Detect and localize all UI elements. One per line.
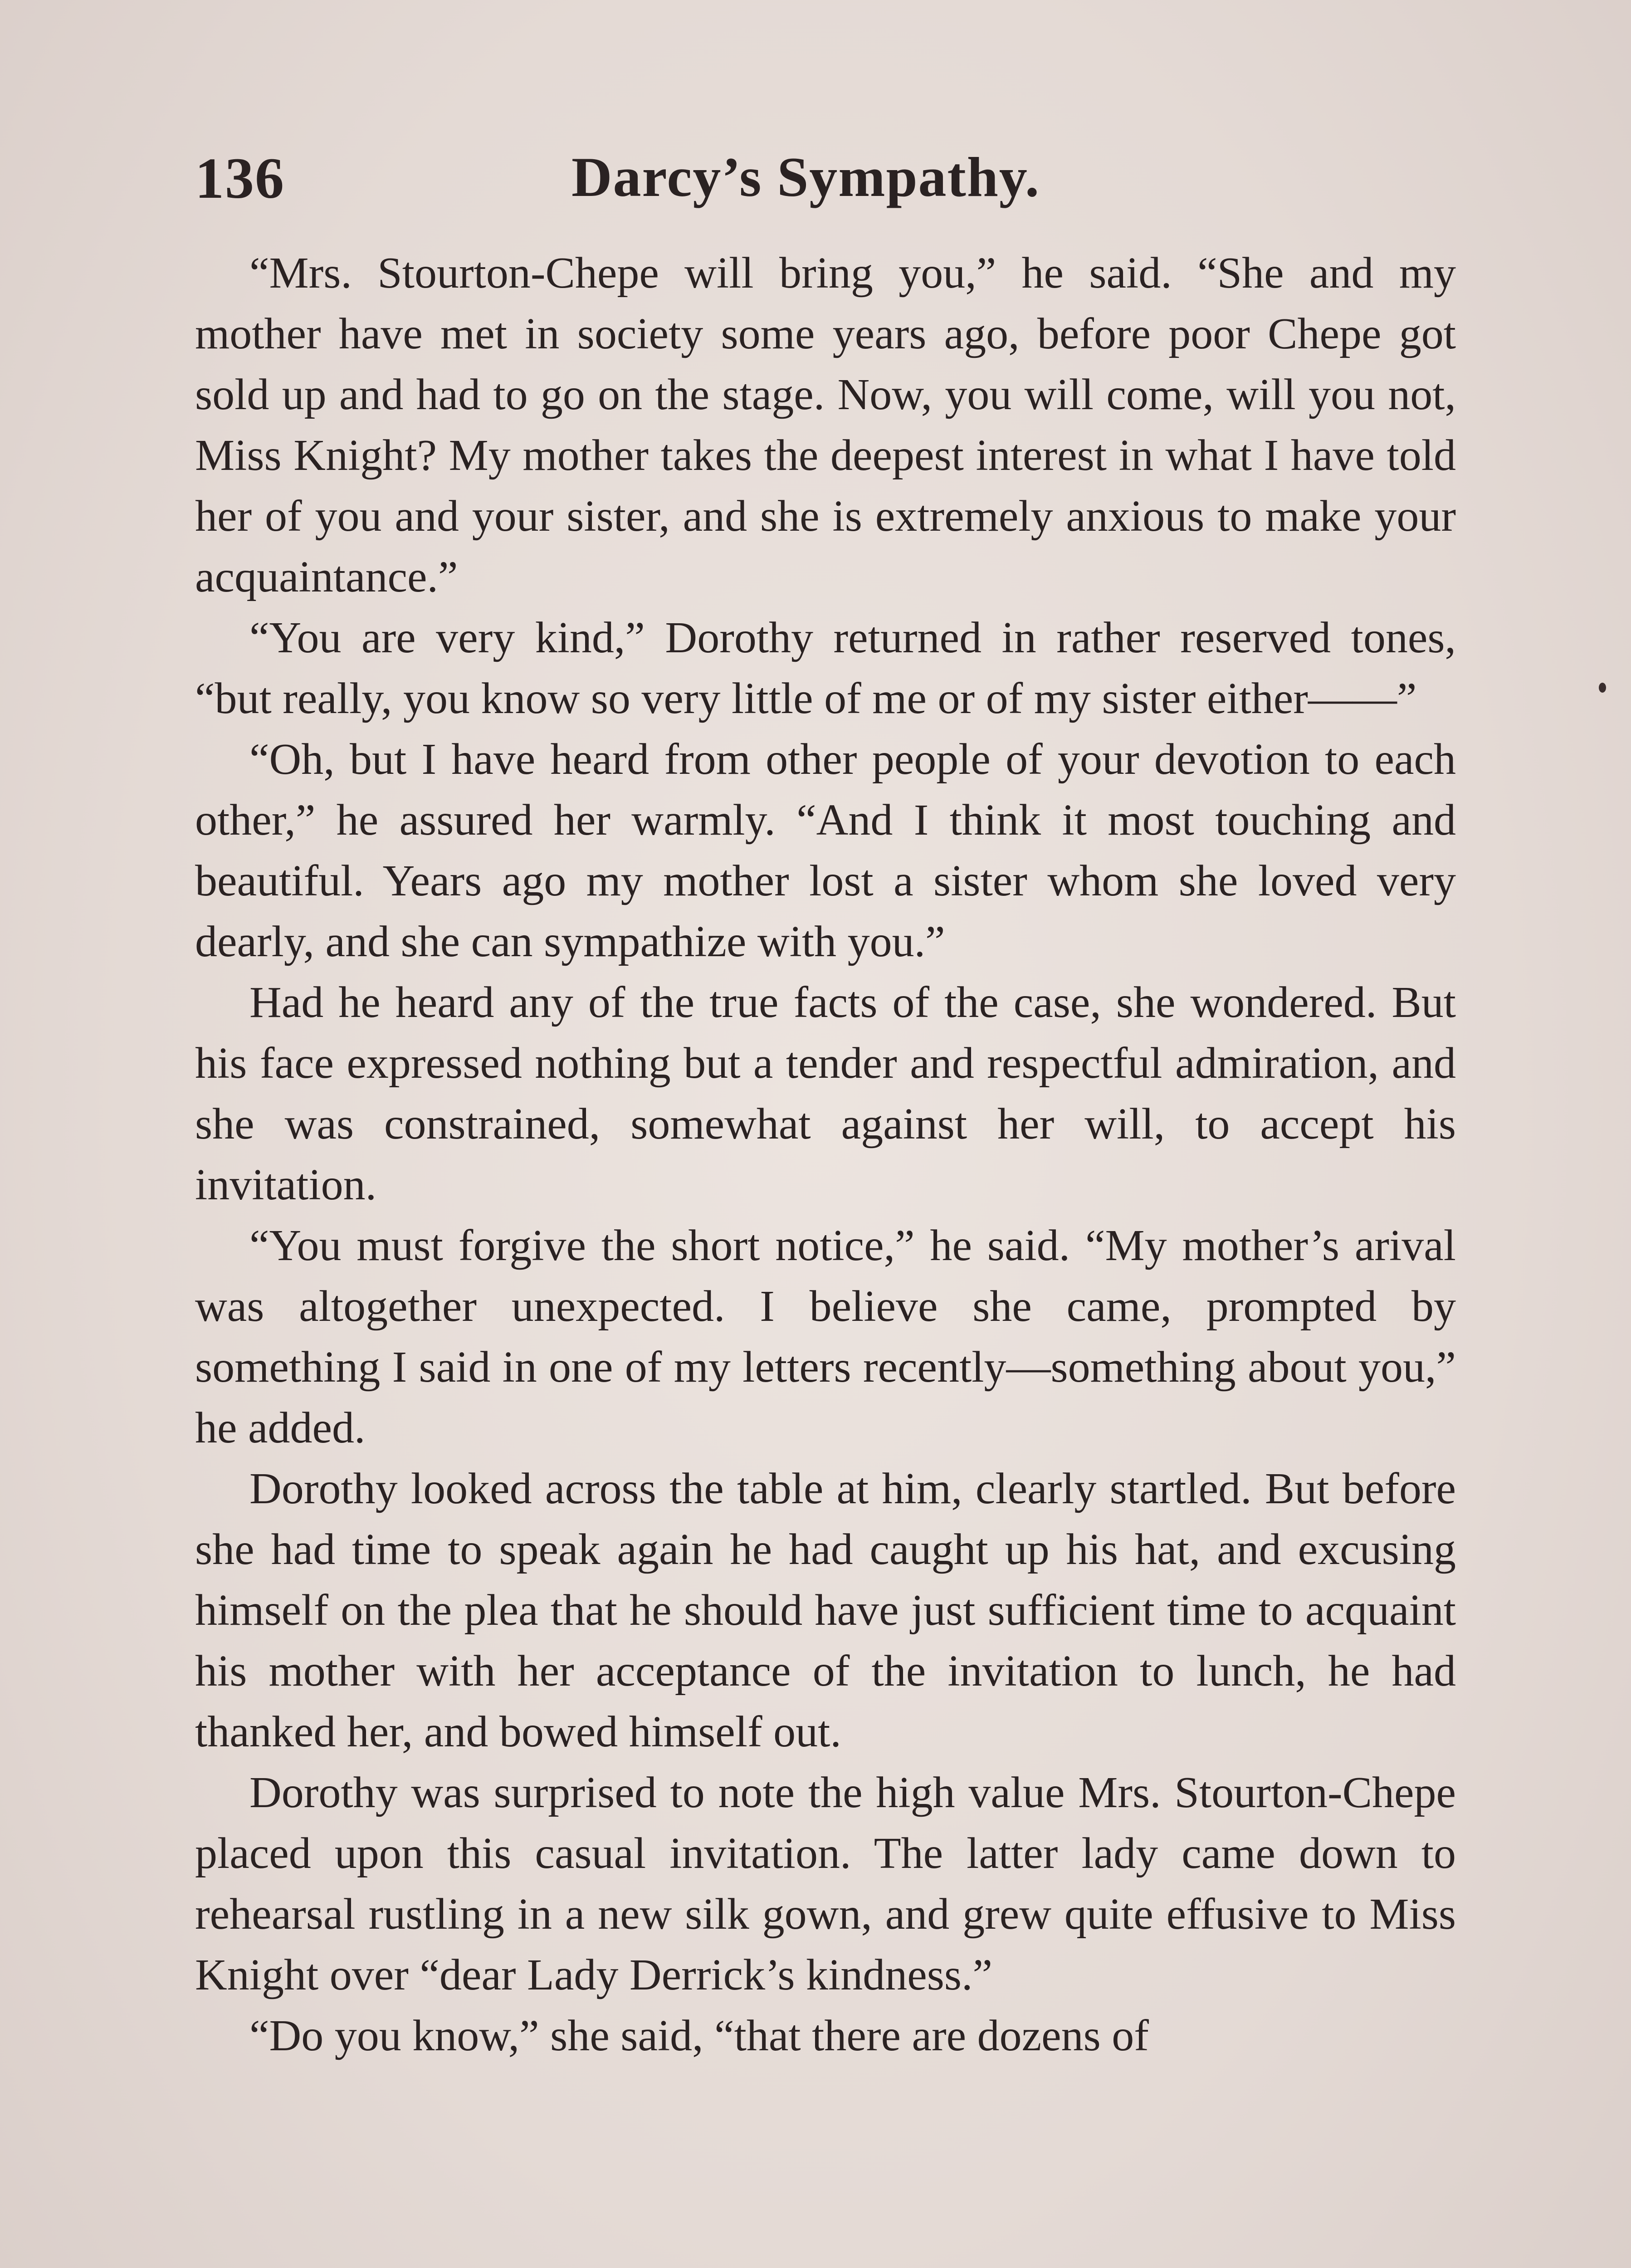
paragraph: “Mrs. Stourton-Chepe will bring you,” he said. “She and my mother have met in society some years ago, before poor Chepe got sold up and had to go on the stage. Now, you will come, will you not, Miss Knight? My mother takes the deepest interest in what I have told her of you and your sister, and she is extremely anxious to make your acquaintance.” [195, 249, 1456, 601]
paragraph: Dorothy was surprised to note the high value Mrs. Stourton-Chepe placed upon this casual invitation. The latter lady came down to rehearsal rustling in a new silk gown, and grew quite effusive to Miss Knight over “dear Lady Derrick’s kindness.” [195, 1768, 1456, 1999]
paragraph: Dorothy looked across the table at him, clearly startled. But before she had time to speak again he had caught up his hat, and excusing himself on the plea that he should have just sufficient time to acquaint his mother with her acceptance of the invitation to lunch, he had thanked her, and bowed himself out. [195, 1464, 1456, 1756]
paragraph: Had he heard any of the true facts of the case, she wondered. But his face expressed nothing but a tender and respectful admiration, and she was constrained, somewhat against her will, to accept his invitation. [195, 978, 1456, 1209]
ink-speck [1599, 683, 1606, 693]
body-text [195, 243, 1456, 2066]
paragraph: “Oh, but I have heard from other people of your devotion to each other,” he assured her warmly. “And I think it most touching and beautiful. Years ago my mother lost a sister whom she loved very dearly, and she can sympathize with you.” [195, 735, 1456, 966]
paragraph: “Do you know,” she said, “that there are dozens of [249, 2011, 1149, 2060]
page-number: 136 [195, 146, 285, 210]
paragraph: “You must forgive the short notice,” he said. “My mother’s arival was altogether unexpected. I believe she came, prompted by something I said in one of my letters recently—something about you,” he added. [195, 1221, 1456, 1452]
running-head: Darcy’s Sympathy. [571, 146, 1040, 208]
paragraph: “You are very kind,” Dorothy returned in rather reserved tones, “but really, you know so very little of me or of my sister either——” [195, 613, 1456, 723]
page-header [195, 136, 1456, 218]
